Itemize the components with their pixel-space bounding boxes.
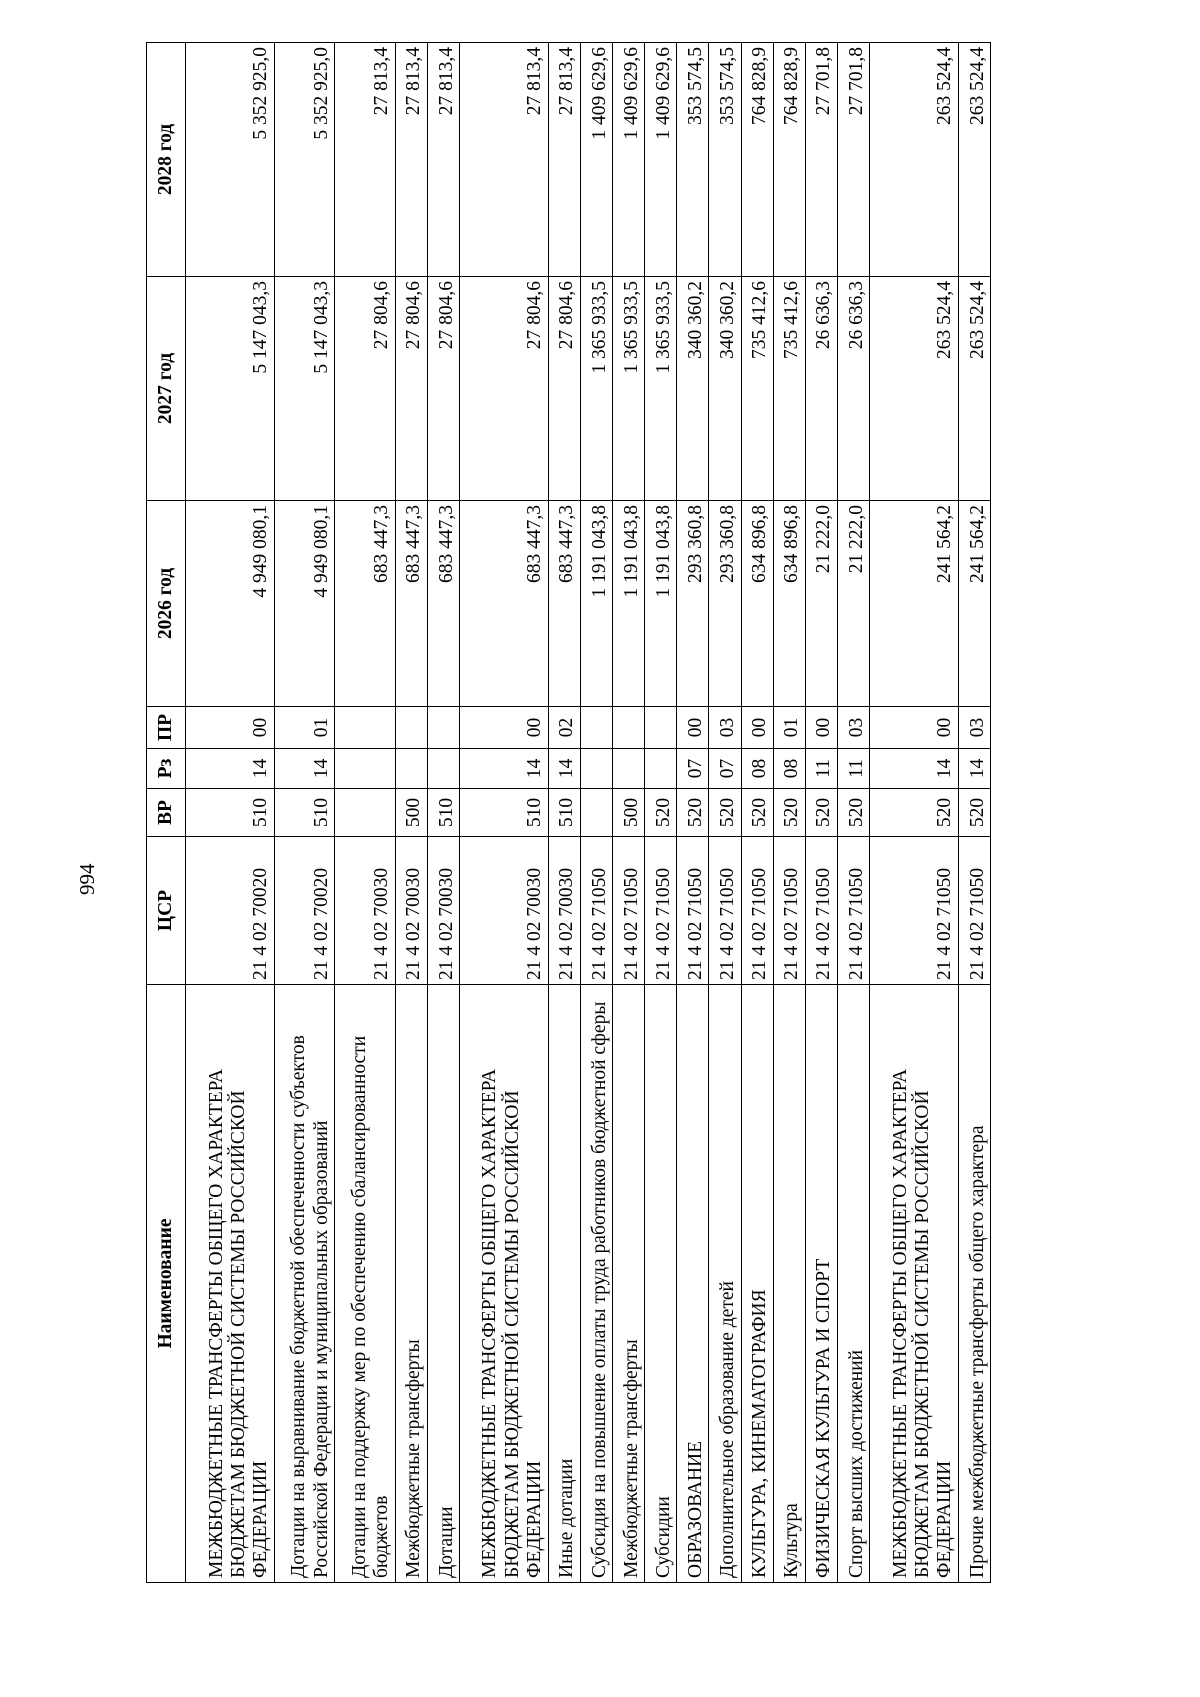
cell-2027: 27 804,6 [459, 277, 548, 501]
table-row [870, 43, 959, 1583]
cell-csr: 21 4 02 71050 [677, 837, 709, 985]
table-row [548, 43, 580, 1583]
cell-vr: 510 [186, 789, 275, 837]
cell-2028: 353 574,5 [677, 43, 709, 277]
cell-csr: 21 4 02 70030 [395, 837, 427, 985]
header-2027: 2027 год [147, 277, 186, 501]
table-row [395, 43, 427, 1583]
cell-rz: 07 [677, 749, 709, 789]
cell-pr: 00 [186, 707, 275, 749]
cell-rz [395, 749, 427, 789]
cell-2027: 5 147 043,3 [274, 277, 334, 501]
cell-2028: 1 409 629,6 [645, 43, 677, 277]
cell-2027: 27 804,6 [335, 277, 395, 501]
cell-2027: 340 360,2 [677, 277, 709, 501]
cell-vr [335, 789, 395, 837]
cell-2026: 683 447,3 [459, 501, 548, 707]
cell-pr: 03 [709, 707, 741, 749]
cell-2026: 241 564,2 [958, 501, 990, 707]
header-vr: ВР [147, 789, 186, 837]
cell-rz: 14 [459, 749, 548, 789]
cell-2026: 4 949 080,1 [186, 501, 275, 707]
cell-2027: 1 365 933,5 [580, 277, 612, 501]
cell-vr: 510 [548, 789, 580, 837]
cell-rz: 14 [958, 749, 990, 789]
budget-table [146, 42, 991, 1583]
cell-2028: 27 701,8 [837, 43, 869, 277]
cell-2028: 1 409 629,6 [580, 43, 612, 277]
cell-name: ФИЗИЧЕСКАЯ КУЛЬТУРА И СПОРТ [805, 985, 837, 1583]
cell-pr: 03 [958, 707, 990, 749]
cell-csr: 21 4 02 71050 [741, 837, 773, 985]
cell-csr: 21 4 02 71050 [773, 837, 805, 985]
cell-rz [427, 749, 459, 789]
cell-vr: 520 [870, 789, 959, 837]
cell-pr: 01 [274, 707, 334, 749]
cell-pr: 00 [870, 707, 959, 749]
cell-csr: 21 4 02 70030 [427, 837, 459, 985]
header-csr: ЦСР [147, 837, 186, 985]
cell-2026: 1 191 043,8 [580, 501, 612, 707]
table-row [580, 43, 612, 1583]
table-row [186, 43, 275, 1583]
cell-2027: 26 636,3 [837, 277, 869, 501]
cell-2026: 1 191 043,8 [613, 501, 645, 707]
cell-name: Спорт высших достижений [837, 985, 869, 1583]
cell-rz: 08 [773, 749, 805, 789]
cell-2027: 27 804,6 [427, 277, 459, 501]
cell-vr: 500 [395, 789, 427, 837]
cell-2028: 263 524,4 [958, 43, 990, 277]
cell-2026: 683 447,3 [335, 501, 395, 707]
cell-vr: 520 [709, 789, 741, 837]
cell-2027: 340 360,2 [709, 277, 741, 501]
cell-name: Прочие межбюджетные трансферты общего характера [958, 985, 990, 1583]
cell-2026: 1 191 043,8 [645, 501, 677, 707]
cell-name: Межбюджетные трансферты [613, 985, 645, 1583]
cell-2026: 683 447,3 [427, 501, 459, 707]
table-row [427, 43, 459, 1583]
cell-vr: 520 [741, 789, 773, 837]
table-row [645, 43, 677, 1583]
cell-2026: 21 222,0 [837, 501, 869, 707]
cell-2028: 27 813,4 [459, 43, 548, 277]
cell-2027: 26 636,3 [805, 277, 837, 501]
cell-name: Межбюджетные трансферты [395, 985, 427, 1583]
cell-2028: 353 574,5 [709, 43, 741, 277]
cell-name: Дотации [427, 985, 459, 1583]
cell-2027: 5 147 043,3 [186, 277, 275, 501]
cell-rz: 08 [741, 749, 773, 789]
table-row [274, 43, 334, 1583]
cell-rz [580, 749, 612, 789]
cell-2027: 27 804,6 [548, 277, 580, 501]
cell-pr: 02 [548, 707, 580, 749]
cell-pr: 00 [459, 707, 548, 749]
cell-2028: 263 524,4 [870, 43, 959, 277]
cell-2028: 764 828,9 [773, 43, 805, 277]
header-name: Наименование [147, 985, 186, 1583]
budget-table-container [146, 43, 991, 1583]
cell-2026: 683 447,3 [395, 501, 427, 707]
cell-vr: 520 [837, 789, 869, 837]
cell-pr [580, 707, 612, 749]
cell-vr: 510 [427, 789, 459, 837]
cell-pr [645, 707, 677, 749]
cell-csr: 21 4 02 71050 [709, 837, 741, 985]
table-body [186, 43, 991, 1583]
cell-vr: 510 [274, 789, 334, 837]
cell-2028: 27 813,4 [395, 43, 427, 277]
cell-name: ОБРАЗОВАНИЕ [677, 985, 709, 1583]
cell-2028: 27 701,8 [805, 43, 837, 277]
header-rz: Рз [147, 749, 186, 789]
cell-2027: 1 365 933,5 [613, 277, 645, 501]
cell-rz: 11 [837, 749, 869, 789]
header-2026: 2026 год [147, 501, 186, 707]
cell-name: МЕЖБЮДЖЕТНЫЕ ТРАНСФЕРТЫ ОБЩЕГО ХАРАКТЕРА БЮДЖЕТАМ БЮДЖЕТНОЙ СИСТЕМЫ РОССИЙСКОЙ ФЕДЕРАЦИИ [459, 985, 548, 1583]
cell-2028: 27 813,4 [548, 43, 580, 277]
cell-name: Субсидии [645, 985, 677, 1583]
cell-2027: 263 524,4 [958, 277, 990, 501]
cell-2026: 634 896,8 [773, 501, 805, 707]
table-row [335, 43, 395, 1583]
cell-2026: 293 360,8 [677, 501, 709, 707]
cell-2028: 5 352 925,0 [274, 43, 334, 277]
cell-2027: 27 804,6 [395, 277, 427, 501]
table-row [958, 43, 990, 1583]
table-row [709, 43, 741, 1583]
table-row [459, 43, 548, 1583]
cell-rz: 14 [274, 749, 334, 789]
cell-2026: 634 896,8 [741, 501, 773, 707]
cell-2028: 27 813,4 [335, 43, 395, 277]
cell-2027: 263 524,4 [870, 277, 959, 501]
cell-2026: 683 447,3 [548, 501, 580, 707]
table-row [741, 43, 773, 1583]
table-row [805, 43, 837, 1583]
table-row [613, 43, 645, 1583]
cell-pr [395, 707, 427, 749]
cell-csr: 21 4 02 71050 [870, 837, 959, 985]
cell-2028: 5 352 925,0 [186, 43, 275, 277]
cell-name: Дополнительное образование детей [709, 985, 741, 1583]
cell-pr [427, 707, 459, 749]
cell-name: Дотации на выравнивание бюджетной обеспеченности субъектов Российской Федерации и муниципальных образований [274, 985, 334, 1583]
cell-2027: 1 365 933,5 [645, 277, 677, 501]
cell-vr: 510 [459, 789, 548, 837]
header-pr: ПР [147, 707, 186, 749]
table-row [837, 43, 869, 1583]
cell-pr: 01 [773, 707, 805, 749]
cell-rz [645, 749, 677, 789]
cell-2028: 27 813,4 [427, 43, 459, 277]
cell-vr: 520 [645, 789, 677, 837]
cell-csr: 21 4 02 70030 [548, 837, 580, 985]
cell-csr: 21 4 02 71050 [837, 837, 869, 985]
cell-csr: 21 4 02 71050 [958, 837, 990, 985]
cell-2027: 735 412,6 [741, 277, 773, 501]
cell-2026: 21 222,0 [805, 501, 837, 707]
cell-pr [613, 707, 645, 749]
cell-rz [613, 749, 645, 789]
cell-rz [335, 749, 395, 789]
cell-name: Дотации на поддержку мер по обеспечению сбалансированности бюджетов [335, 985, 395, 1583]
cell-csr: 21 4 02 71050 [580, 837, 612, 985]
header-2028: 2028 год [147, 43, 186, 277]
cell-name: Культура [773, 985, 805, 1583]
cell-vr: 500 [613, 789, 645, 837]
cell-2027: 735 412,6 [773, 277, 805, 501]
cell-name: Субсидия на повышение оплаты труда работников бюджетной сферы [580, 985, 612, 1583]
cell-2028: 1 409 629,6 [613, 43, 645, 277]
cell-2026: 293 360,8 [709, 501, 741, 707]
cell-name: МЕЖБЮДЖЕТНЫЕ ТРАНСФЕРТЫ ОБЩЕГО ХАРАКТЕРА БЮДЖЕТАМ БЮДЖЕТНОЙ СИСТЕМЫ РОССИЙСКОЙ ФЕДЕРАЦИИ [186, 985, 275, 1583]
cell-pr: 00 [741, 707, 773, 749]
cell-csr: 21 4 02 70030 [335, 837, 395, 985]
cell-csr: 21 4 02 71050 [613, 837, 645, 985]
cell-name: Иные дотации [548, 985, 580, 1583]
cell-rz: 14 [870, 749, 959, 789]
cell-pr: 00 [805, 707, 837, 749]
cell-name: КУЛЬТУРА, КИНЕМАТОГРАФИЯ [741, 985, 773, 1583]
cell-2026: 4 949 080,1 [274, 501, 334, 707]
cell-pr [335, 707, 395, 749]
header-row [147, 43, 186, 1583]
cell-name: МЕЖБЮДЖЕТНЫЕ ТРАНСФЕРТЫ ОБЩЕГО ХАРАКТЕРА БЮДЖЕТАМ БЮДЖЕТНОЙ СИСТЕМЫ РОССИЙСКОЙ ФЕДЕРАЦИИ [870, 985, 959, 1583]
cell-rz: 14 [186, 749, 275, 789]
cell-vr: 520 [958, 789, 990, 837]
cell-vr: 520 [773, 789, 805, 837]
cell-vr: 520 [805, 789, 837, 837]
table-row [773, 43, 805, 1583]
cell-2026: 241 564,2 [870, 501, 959, 707]
cell-vr [580, 789, 612, 837]
cell-csr: 21 4 02 70020 [186, 837, 275, 985]
cell-csr: 21 4 02 70030 [459, 837, 548, 985]
cell-pr: 00 [677, 707, 709, 749]
page-number: 994 [75, 863, 99, 895]
cell-2028: 764 828,9 [741, 43, 773, 277]
cell-rz: 14 [548, 749, 580, 789]
cell-rz: 11 [805, 749, 837, 789]
cell-vr: 520 [677, 789, 709, 837]
cell-rz: 07 [709, 749, 741, 789]
cell-csr: 21 4 02 71050 [805, 837, 837, 985]
cell-csr: 21 4 02 71050 [645, 837, 677, 985]
cell-pr: 03 [837, 707, 869, 749]
table-row [677, 43, 709, 1583]
cell-csr: 21 4 02 70020 [274, 837, 334, 985]
